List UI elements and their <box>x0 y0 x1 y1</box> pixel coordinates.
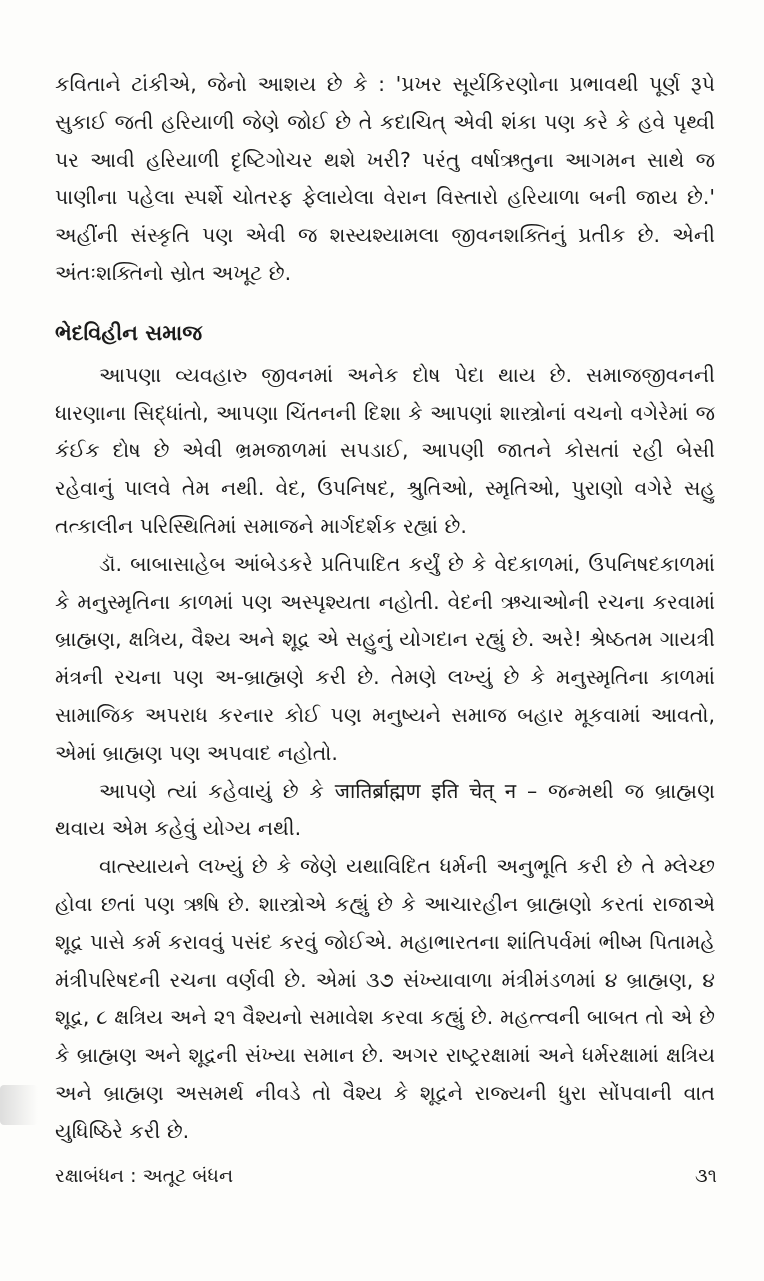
page-number: ૩૧ <box>695 1165 717 1187</box>
paragraph: ડૉ. બાબાસાહેબ આંબેડકરે પ્રતિપાદિત કર્યું છે કે વેદકાળમાં, ઉપનિષદકાળમાં કે મનુસ્મૃતિના કાળમાં પણ અસ્પૃશ્યતા નહોતી. વેદની ઋચાઓની રચના કરવામાં બ્રાહ્મણ, ક્ષત્રિય, વૈશ્ય અને શૂદ્ર એ સહુનું યોગદાન રહ્યું છે. અરે! શ્રેષ્ઠતમ ગાયત્રી મંત્રની રચના પણ અ-બ્રાહ્મણે કરી છે. તેમણે લખ્યું છે કે મનુસ્મૃતિના કાળમાં સામાજિક અપરાધ કરનાર કોઈ પણ મનુષ્યને સમાજ બહાર મૂકવામાં આવતો, એમાં બ્રાહ્મણ પણ અપવાદ નહોતો. <box>55 551 715 765</box>
paragraph: આપણે ત્યાં કહેવાયું છે કે जातिर्ब्राह्मण इति चेत् न – જન્મથી જ બ્રાહ્મણ થવાય એમ કહેવું યોગ્ય નથી. <box>55 778 715 841</box>
paragraph: વાત્સ્યાયને લખ્યું છે કે જેણે યથાવિદિત ધર્મની અનુભૂતિ કરી છે તે મ્લેચ્છ હોવા છતાં પણ ઋષિ છે. શાસ્ત્રોએ કહ્યું છે કે આચારહીન બ્રાહ્મણો કરતાં રાજાએ શૂદ્ર પાસે કર્મ કરાવવું પસંદ કરવું જોઈએ. મહાભારતના શાંતિપર્વમાં ભીષ્મ પિતામહે મંત્રીપરિષદની રચના વર્ણવી છે. એમાં ૩૭ સંખ્યાવાળા મંત્રીમંડળમાં ૪ બ્રાહ્મણ, ૪ શૂદ્ર, ૮ ક્ષત્રિય અને ૨૧ વૈશ્યનો સમાવેશ કરવા કહ્યું છે. મહત્ત્વની બાબત તો એ છે કે બ્રાહ્મણ અને શૂદ્રની સંખ્યા સમાન છે. અગર રાષ્ટ્રરક્ષામાં અને ધર્મરક્ષામાં ક્ષત્રિય અને બ્રાહ્મણ અસમર્થ નીવડે તો વૈશ્ય કે શૂદ્રને રાજ્યની ધુરા સોંપવાની વાત યુધિષ્ઠિરે કરી છે. <box>55 854 715 1143</box>
page-body <box>55 66 715 1151</box>
running-title: રક્ષાબંધન : અતૂટ બંધન <box>55 1165 234 1187</box>
page-footer <box>55 1165 717 1187</box>
scan-smudge <box>0 1085 38 1125</box>
paragraph-intro: કવિતાને ટાંકીએ, જેનો આશય છે કે : 'પ્રખર સૂર્યકિરણોના પ્રભાવથી પૂર્ણ રૂપે સુકાઈ જતી હરિયાળી જેણે જોઈ છે તે કદાચિત્ એવી શંકા પણ કરે કે હવે પૃથ્વી પર આવી હરિયાળી દૃષ્ટિગોચર થશે ખરી? પરંતુ વર્ષાઋતુના આગમન સાથે જ પાણીના પહેલા સ્પર્શે ચોતરફ ફેલાયેલા વેરાન વિસ્તારો હરિયાળા બની જાય છે.' અહીંની સંસ્કૃતિ પણ એવી જ શસ્યશ્યામલા જીવનશક્તિનું પ્રતીક છે. એની અંતઃશક્તિનો સ્રોત અખૂટ છે. <box>55 72 715 285</box>
paragraph: આપણા વ્યવહારુ જીવનમાં અનેક દોષ પેદા થાય છે. સમાજજીવનની ધારણાના સિદ્ધાંતો, આપણા ચિંતનની દિશા કે આપણાં શાસ્ત્રોનાં વચનો વગેરેમાં જ કંઈક દોષ છે એવી ભ્રમજાળમાં સપડાઈ, આપણી જાતને કોસતાં રહી બેસી રહેવાનું પાલવે તેમ નથી. વેદ, ઉપનિષદ, શ્રુતિઓ, સ્મૃતિઓ, પુરાણો વગેરે સહુ તત્કાલીન પરિસ્થિતિમાં સમાજને માર્ગદર્શક રહ્યાં છે. <box>55 362 715 538</box>
section-heading: ભેદવિહીન સમાજ <box>55 320 203 345</box>
